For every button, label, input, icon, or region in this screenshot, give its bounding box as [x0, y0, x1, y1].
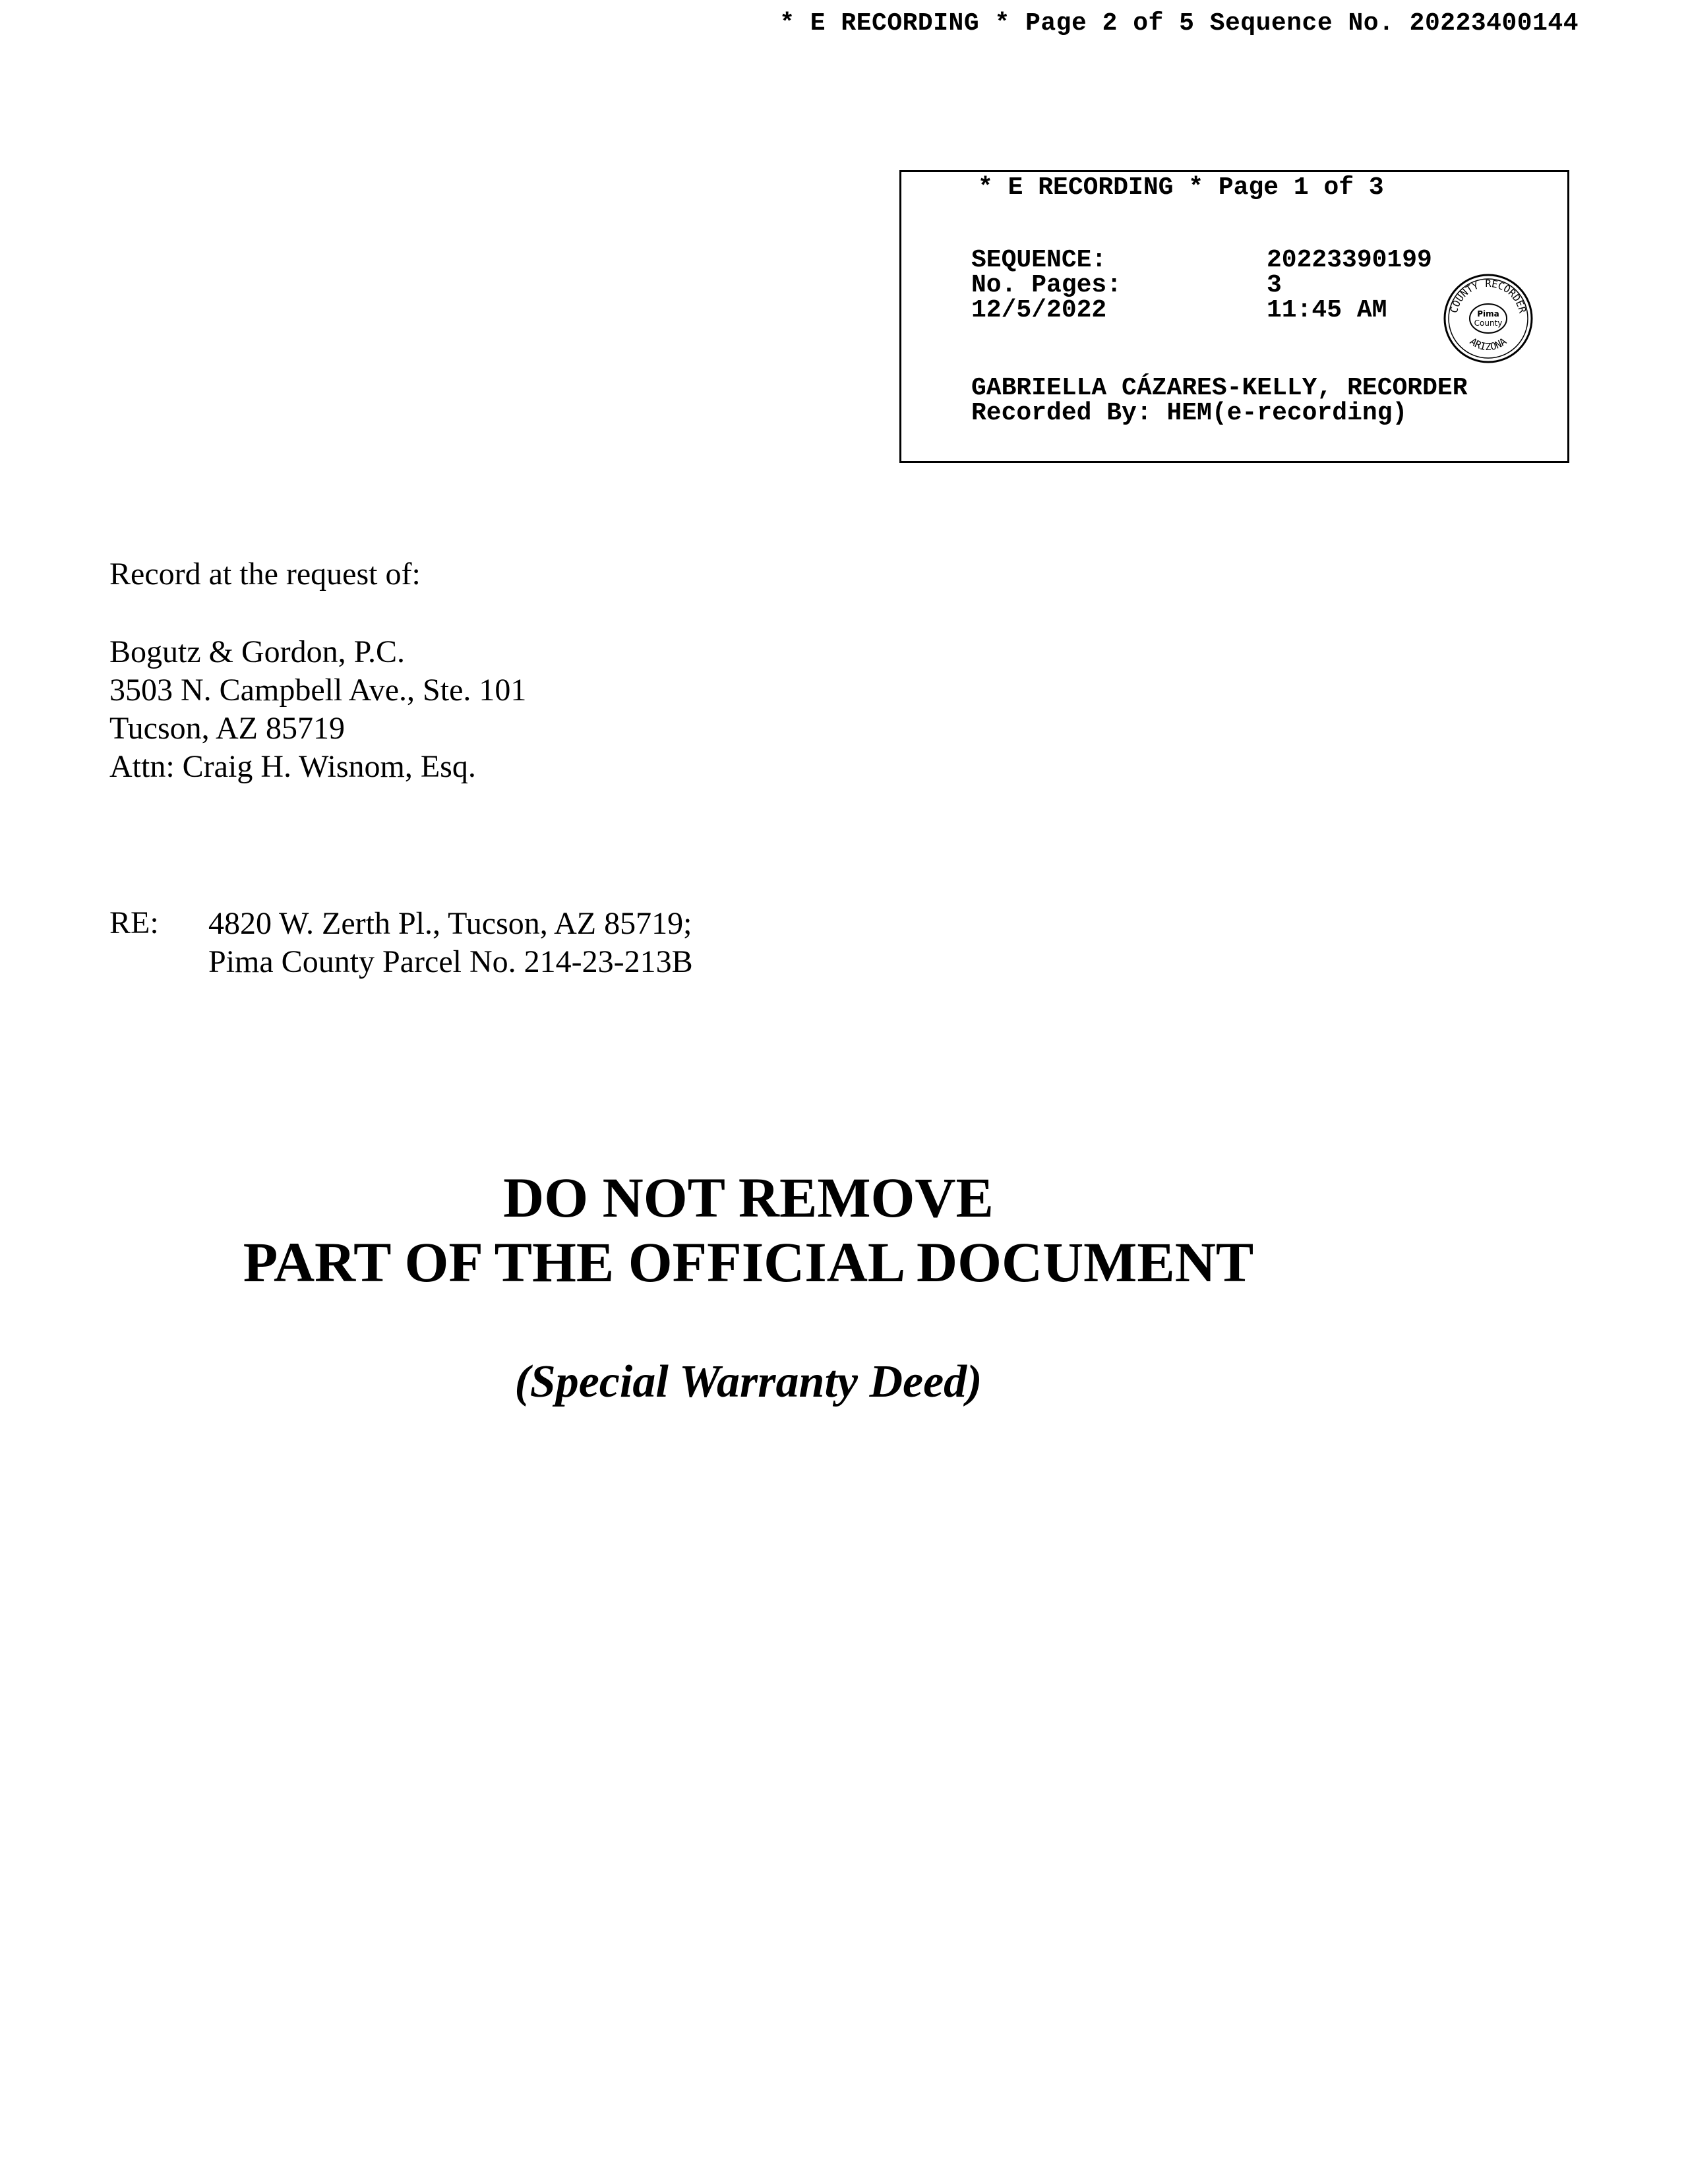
svg-text:County: County: [1474, 318, 1503, 328]
re-block: [208, 905, 693, 981]
re-line: 4820 W. Zerth Pl., Tucson, AZ 85719;: [208, 906, 692, 941]
sequence-value: 20223390199: [1267, 246, 1432, 274]
record-time: 11:45 AM: [1267, 296, 1387, 324]
re-line: Pima County Parcel No. 214-23-213B: [208, 944, 693, 979]
pages-label: No. Pages:: [971, 271, 1122, 299]
recorder-name: GABRIELLA CÁZARES-KELLY, RECORDER: [971, 374, 1468, 402]
request-address-block: [109, 633, 526, 786]
svg-text:Pima: Pima: [1477, 309, 1499, 318]
svg-text:COUNTY RECORDER: COUNTY RECORDER: [1447, 278, 1529, 315]
recording-stamp: [899, 170, 1569, 463]
address-line: Attn: Craig H. Wisnom, Esq.: [109, 749, 476, 784]
page-header: * E RECORDING * Page 2 of 5 Sequence No. 20223400144: [779, 9, 1579, 38]
stamp-title: * E RECORDING * Page 1 of 3: [978, 173, 1384, 202]
svg-text:ARIZONA: ARIZONA: [1467, 335, 1509, 353]
recorded-by: Recorded By: HEM(e-recording): [971, 399, 1408, 427]
county-recorder-seal-icon: [1442, 272, 1534, 365]
notice-line-1: DO NOT REMOVE: [503, 1166, 994, 1229]
request-intro: Record at the request of:: [109, 557, 421, 592]
sequence-label: SEQUENCE:: [971, 246, 1107, 274]
notice-line-2: PART OF THE OFFICIAL DOCUMENT: [243, 1230, 1254, 1294]
record-date: 12/5/2022: [971, 296, 1107, 324]
address-line: Tucson, AZ 85719: [109, 711, 345, 746]
address-line: 3503 N. Campbell Ave., Ste. 101: [109, 673, 527, 708]
pages-value: 3: [1267, 271, 1282, 299]
address-line: Bogutz & Gordon, P.C.: [109, 634, 406, 669]
re-label: RE:: [109, 905, 159, 940]
document-type: (Special Warranty Deed): [514, 1356, 982, 1407]
